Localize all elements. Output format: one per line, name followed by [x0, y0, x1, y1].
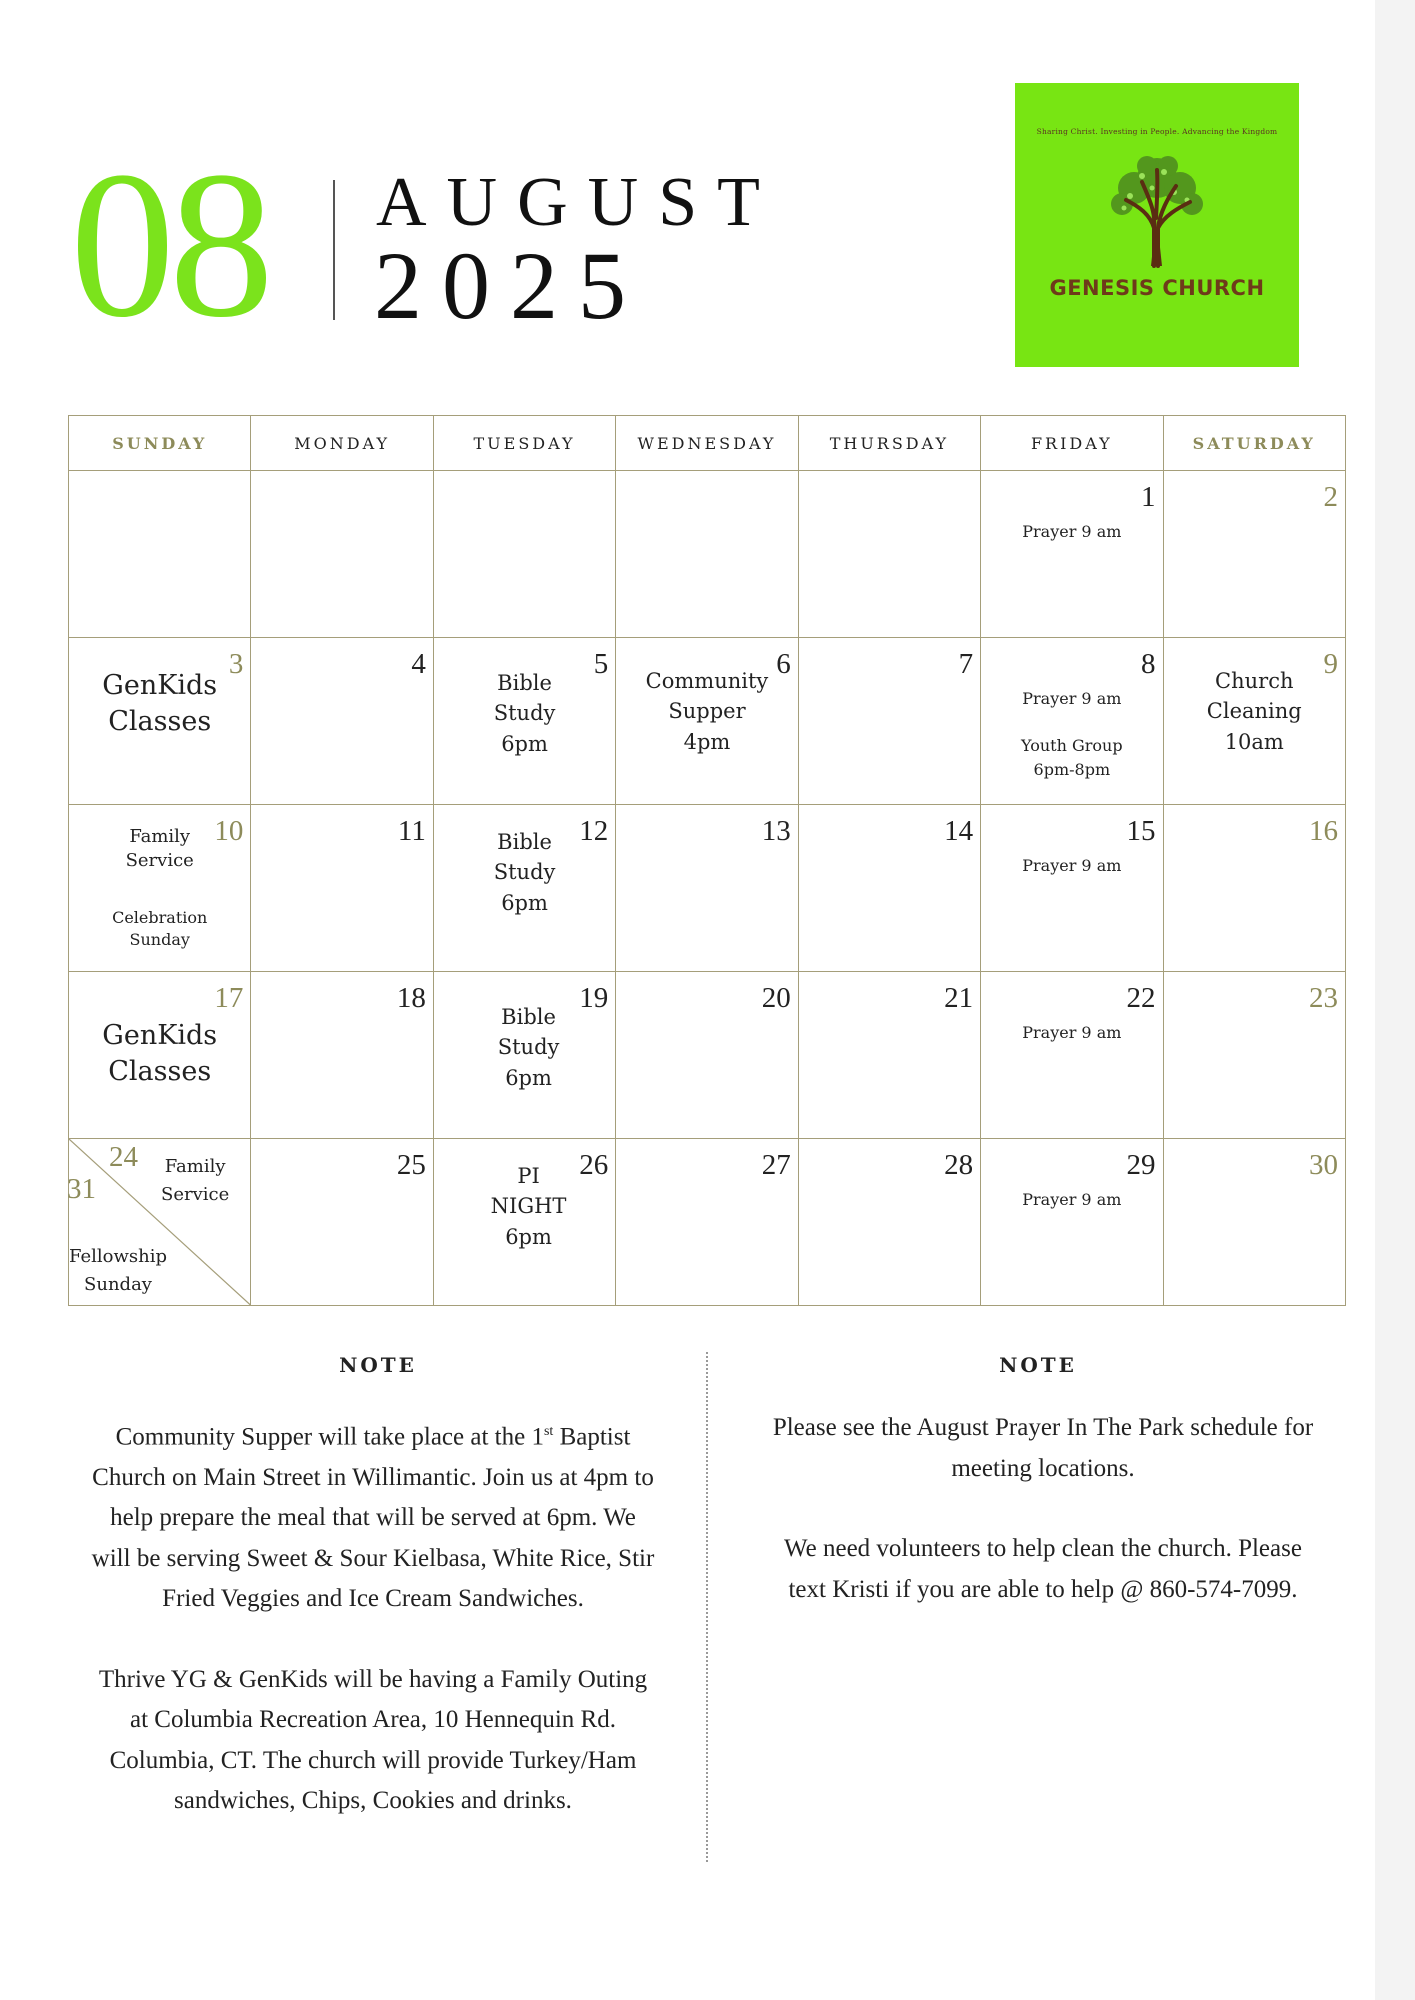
- day-cell-3: [69, 638, 251, 805]
- event-line: Youth Group: [1021, 736, 1123, 755]
- note-paragraph: Please see the August Prayer In The Park schedule for meeting locations.: [772, 1414, 1314, 1482]
- weekday-saturday: SATURDAY: [1163, 416, 1345, 471]
- day-cell-22: [981, 972, 1163, 1139]
- event-genkids: [69, 668, 250, 741]
- event-line: Service: [161, 1183, 230, 1205]
- day-number: 10: [214, 815, 244, 847]
- day-number: 1: [1141, 481, 1156, 513]
- event-youth-group: [981, 734, 1162, 782]
- day-cell-12: [433, 805, 615, 972]
- day-cell-25: [251, 1139, 433, 1306]
- event-line: PI: [517, 1164, 540, 1188]
- day-number: 22: [1126, 982, 1156, 1014]
- event-bible-study: [434, 1002, 615, 1093]
- day-number: 30: [1309, 1149, 1338, 1181]
- day-cell-empty: [69, 471, 251, 638]
- day-number: 21: [944, 982, 974, 1014]
- day-cell-14: [798, 805, 980, 972]
- event-line: NIGHT: [490, 1194, 567, 1219]
- event-line: Fellowship: [69, 1246, 168, 1267]
- header-divider: [333, 180, 335, 320]
- day-number: 26: [579, 1149, 609, 1181]
- day-cell-6: [616, 638, 798, 805]
- event-genkids: [69, 1018, 250, 1091]
- note-text: Community Supper will take place at the 1: [115, 1423, 544, 1451]
- event-celebration-sunday: [69, 907, 250, 950]
- day-cell-29: [981, 1139, 1163, 1306]
- day-cell-9: [1163, 638, 1345, 805]
- day-cell-8: [981, 638, 1163, 805]
- day-cell-2: [1163, 471, 1345, 638]
- event-church-cleaning: [1164, 666, 1345, 757]
- logo-name: GENESIS CHURCH: [1049, 276, 1265, 300]
- day-number: 2: [1323, 481, 1338, 513]
- event-line: Church: [1215, 669, 1294, 693]
- page-edge: [1375, 0, 1415, 2000]
- note-left-body: [88, 1412, 658, 1862]
- event-line: 6pm: [505, 1065, 552, 1090]
- weekday-friday: FRIDAY: [981, 416, 1163, 471]
- day-number: 23: [1309, 982, 1338, 1014]
- month-number: 08: [70, 129, 268, 361]
- day-cell-28: [798, 1139, 980, 1306]
- event-community-supper: [616, 666, 797, 757]
- day-cell-4: [251, 638, 433, 805]
- day-number: 28: [944, 1149, 974, 1181]
- day-number: 27: [761, 1149, 791, 1181]
- event-pi-night: [434, 1161, 615, 1252]
- note-text: Baptist Church on Main Street in Willimantic. Join us at 4pm to help prepare the meal that will be served at 6pm. We will be serving Sweet & Sour Kielbasa, White Rice, Stir Fried Veggies and Ice Cream Sandwiches.: [91, 1423, 655, 1613]
- day-number: 12: [579, 815, 609, 847]
- day-number: 19: [579, 982, 609, 1014]
- weekday-monday: MONDAY: [251, 416, 433, 471]
- event-line: 10am: [1224, 729, 1284, 754]
- event-prayer: Prayer 9 am: [1022, 522, 1122, 541]
- event-prayer: Prayer 9 am: [1022, 1190, 1122, 1209]
- year: 2025: [374, 232, 646, 339]
- day-cell-10: [69, 805, 251, 972]
- event-line: Sunday: [84, 1273, 152, 1295]
- day-number: 11: [397, 815, 426, 847]
- event-line: Study: [497, 1035, 560, 1060]
- day-cell-27: [616, 1139, 798, 1306]
- event-line: 4pm: [683, 729, 731, 754]
- day-cell-7: [798, 638, 980, 805]
- event-prayer: Prayer 9 am: [1022, 689, 1122, 708]
- weekday-tuesday: TUESDAY: [433, 416, 615, 471]
- event-line: Sunday: [129, 929, 190, 949]
- weekday-wednesday: WEDNESDAY: [616, 416, 798, 471]
- weekday-sunday: SUNDAY: [69, 416, 251, 471]
- day-number: 25: [396, 1149, 426, 1181]
- day-cell-17: [69, 972, 251, 1139]
- day-number: 4: [411, 648, 426, 680]
- note-left-title: NOTE: [339, 1353, 417, 1377]
- event-prayer: Prayer 9 am: [1022, 1023, 1122, 1042]
- event-line: Study: [493, 701, 556, 726]
- day-number: 14: [944, 815, 974, 847]
- calendar-grid: [68, 415, 1346, 1306]
- day-cell-21: [798, 972, 980, 1139]
- day-cell-18: [251, 972, 433, 1139]
- event-line: Classes: [108, 1056, 212, 1088]
- event-line: GenKids: [102, 670, 218, 701]
- event-prayer: Prayer 9 am: [1022, 856, 1122, 875]
- day-number: 16: [1309, 815, 1338, 847]
- event-line: 6pm: [501, 890, 548, 915]
- logo-tagline: Sharing Christ. Investing in People. Advancing the Kingdom: [1036, 127, 1278, 136]
- day-number: 7: [958, 648, 974, 680]
- day-cell-11: [251, 805, 433, 972]
- day-cell-15: [981, 805, 1163, 972]
- day-cell-empty: [616, 471, 798, 638]
- event-line: 6pm-8pm: [1033, 760, 1111, 779]
- event-line: Celebration: [112, 908, 208, 927]
- day-cell-empty: [798, 471, 980, 638]
- event-line: Cleaning: [1206, 699, 1302, 724]
- day-number: 5: [593, 648, 609, 680]
- event-line: Community: [645, 669, 769, 693]
- day-cell-24-31: [69, 1139, 251, 1306]
- day-cell-1: [981, 471, 1163, 638]
- event-line: 6pm: [501, 731, 548, 756]
- day-number: 20: [761, 982, 791, 1014]
- event-line: Classes: [108, 706, 212, 738]
- day-number: 8: [1141, 648, 1156, 680]
- event-bible-study: [434, 827, 615, 918]
- day-number: 24: [109, 1141, 138, 1173]
- event-line: Bible: [501, 1005, 556, 1029]
- event-line: 6pm: [505, 1224, 552, 1249]
- day-cell-5: [433, 638, 615, 805]
- note-paragraph: We need volunteers to help clean the church. Please text Kristi if you are able to help @ 860-574-7099.: [784, 1535, 1302, 1603]
- event-line: Study: [493, 860, 556, 885]
- event-fellowship-sunday: [69, 1243, 167, 1299]
- church-logo: [1015, 83, 1299, 367]
- day-number: 15: [1126, 815, 1156, 847]
- day-cell-16: [1163, 805, 1345, 972]
- day-number: 13: [761, 815, 791, 847]
- note-right-title: NOTE: [999, 1353, 1077, 1377]
- note-paragraph: [88, 1412, 658, 1620]
- weekday-thursday: THURSDAY: [798, 416, 980, 471]
- event-line: GenKids: [102, 1020, 218, 1051]
- day-cell-empty: [251, 471, 433, 638]
- event-line: Family: [164, 1156, 226, 1177]
- day-number: 9: [1323, 648, 1338, 680]
- day-number: 6: [776, 648, 791, 680]
- note-right-body: [768, 1408, 1318, 1650]
- event-family-service: [161, 1153, 229, 1209]
- day-number: 29: [1126, 1149, 1156, 1181]
- day-number: 31: [67, 1173, 96, 1205]
- note-paragraph: Thrive YG & GenKids will be having a Family Outing at Columbia Recreation Area, 10 Hennequin Rd. Columbia, CT. The church will provide Turkey/Ham sandwiches, Chips, Cookies and drinks.: [98, 1665, 648, 1815]
- day-cell-23: [1163, 972, 1345, 1139]
- day-cell-empty: [433, 471, 615, 638]
- day-number: 3: [228, 648, 244, 680]
- note-superscript: st: [543, 1424, 554, 1439]
- event-line: Service: [125, 850, 194, 872]
- day-cell-26: [433, 1139, 615, 1306]
- day-cell-20: [616, 972, 798, 1139]
- month-name: AUGUST: [376, 164, 780, 241]
- event-line: Supper: [668, 699, 746, 724]
- event-bible-study: [434, 668, 615, 759]
- day-number: 17: [214, 982, 244, 1014]
- day-cell-19: [433, 972, 615, 1139]
- event-line: Bible: [497, 671, 552, 695]
- day-cell-13: [616, 805, 798, 972]
- day-cell-30: [1163, 1139, 1345, 1306]
- event-family-service: [69, 825, 250, 874]
- tree-icon: [1102, 148, 1212, 268]
- day-number: 18: [396, 982, 426, 1014]
- event-line: Family: [129, 826, 191, 847]
- event-line: Bible: [497, 830, 552, 854]
- notes-divider: [706, 1352, 708, 1862]
